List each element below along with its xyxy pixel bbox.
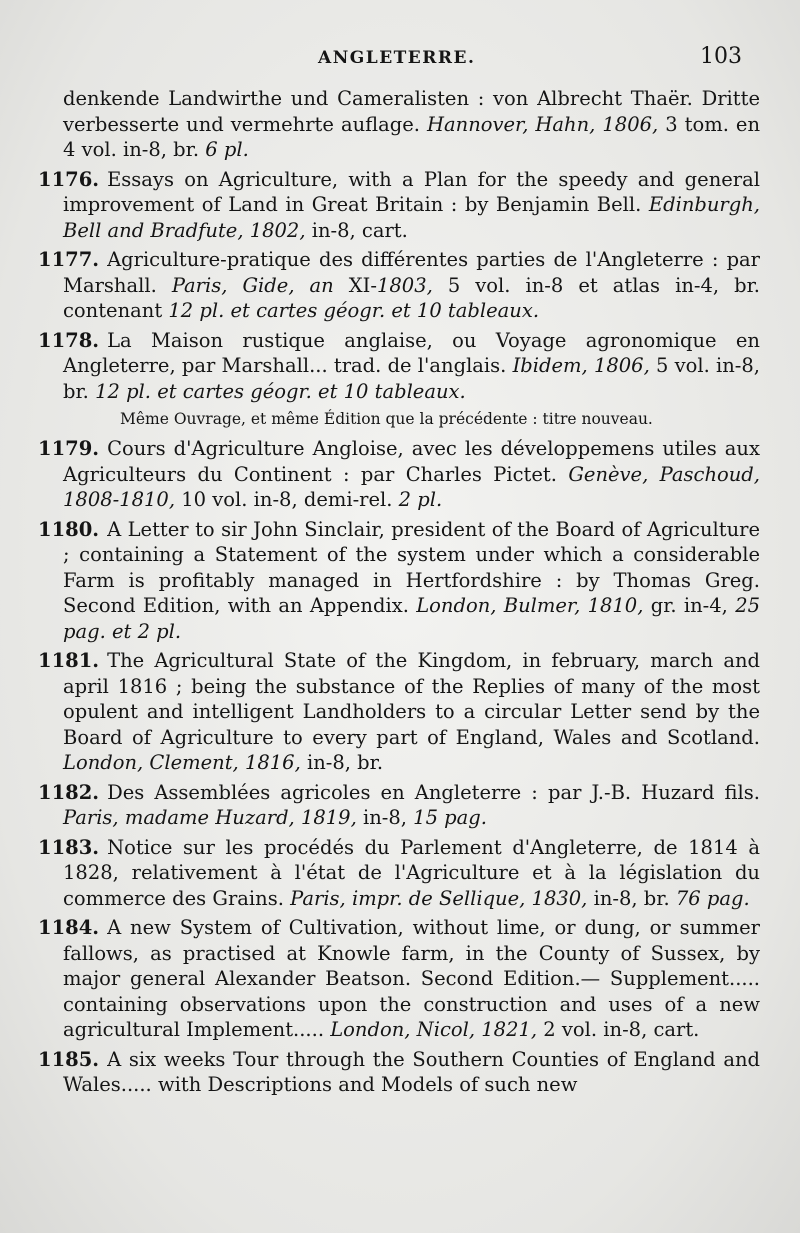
entry-imprint: Edinburgh, Bell and Bradfute, 1802,	[63, 193, 760, 242]
entry-number: 1180.	[38, 517, 100, 541]
entry-imprint: London, Bulmer, 1810,	[416, 594, 644, 617]
entry-text: Cours d'Agriculture Angloise, avec les développemens utiles aux Agriculteurs du Continent : par Charles Pictet.	[63, 437, 760, 486]
catalog-entry-1184	[38, 915, 760, 1043]
entry-imprint: Paris, impr. de Sellique, 1830,	[290, 886, 588, 910]
entry-text: Essays on Agriculture, with a Plan for the speedy and general improvement of Land in Great Britain : by Benjamin Bell.	[63, 167, 760, 216]
entry-text: in-8, br.	[300, 751, 384, 774]
catalog-entry-1182	[38, 780, 760, 831]
catalog-entry-1181	[38, 648, 760, 776]
entry-imprint: Paris, madame Huzard, 1819,	[63, 806, 357, 829]
entry-text: 3 tom. en 4 vol. in-8, br.	[63, 112, 761, 161]
entry-imprint: Ibidem, 1806,	[512, 354, 650, 377]
entry-text: denkende Landwirthe und Cameralisten : von Albrecht Thaër. Dritte verbesserte und vermehrte auflage.	[63, 87, 760, 136]
entry-text: Agriculture-pratique des différentes parties de l'Angleterre : par Marshall.	[63, 248, 760, 297]
entry-number: 1176.	[38, 167, 100, 191]
entry-imprint: 15 pag.	[413, 806, 487, 829]
entry-text: The Agricultural State of the Kingdom, in february, march and april 1816 ; being the substance of the Replies of many of the most opulent and intelligent Landholders to a circular Letter send by the Board of Agriculture to every part of England, Wales and Scotland.	[63, 649, 760, 749]
entry-imprint: London, Nicol, 1821,	[330, 1018, 538, 1041]
entry-number: 1178.	[38, 328, 100, 352]
catalog-entry-1179	[38, 436, 760, 513]
entry-imprint: 12 pl. et cartes géogr. et 10 tableaux.	[168, 299, 540, 322]
entry-imprint: 1803,	[376, 273, 433, 297]
entry-text: A six weeks Tour through the Southern Counties of England and Wales..... with Descriptions and Models of such new	[63, 1047, 760, 1096]
entry-number: 1182.	[38, 780, 100, 804]
catalog-entry-1176	[38, 167, 760, 244]
entry-imprint: Genève, Paschoud, 1808-1810,	[63, 462, 760, 511]
entry-text: Notice sur les procédés du Parlement d'Angleterre, de 1814 à 1828, relativement à l'état de l'Agriculture et à la législation du commerce des Grains.	[63, 835, 760, 910]
entry-imprint: 2 pl.	[398, 488, 443, 511]
entry-note: Même Ouvrage, et même Édition que la précédente : titre nouveau.	[120, 410, 653, 428]
entry-text: 10 vol. in-8, demi-rel.	[175, 488, 399, 511]
entry-number: 1181.	[38, 649, 100, 672]
entry-text: 5 vol. in-8 et atlas in-4, br. contenant	[63, 273, 760, 322]
entry-imprint: 12 pl. et cartes géogr. et 10 tableaux.	[95, 379, 466, 403]
entry-text: La Maison rustique anglaise, ou Voyage agronomique en Angleterre, par Marshall... trad. de l'anglais.	[63, 328, 760, 377]
catalog-entry-1177	[38, 247, 760, 324]
page-header	[0, 44, 800, 78]
entry-text: XI-	[333, 273, 377, 297]
entry-text: in-8, br.	[587, 886, 676, 910]
entry-text: A Letter to sir John Sinclair, president of the Board of Agriculture ; containing a Statement of the system under which a considerable Farm is profitably managed in Hertfordshire : by Thomas Greg. Second Edition, with an Appendix.	[63, 517, 760, 617]
entry-imprint: 25 pag. et 2 pl.	[63, 594, 761, 643]
entry-text: in-8, cart.	[305, 218, 408, 242]
entry-continuation	[38, 86, 760, 163]
entry-imprint: Paris, Gide, an	[171, 273, 334, 297]
entry-imprint: 6 pl.	[205, 138, 249, 161]
entry-text: 5 vol. in-8, br.	[63, 354, 760, 403]
catalog-entries	[38, 86, 760, 1102]
page-number: 103	[700, 44, 742, 69]
running-title: ANGLETERRE.	[318, 48, 476, 68]
entry-imprint: Hannover, Hahn, 1806,	[427, 112, 659, 136]
entry-text: in-8,	[356, 806, 414, 829]
entry-text: A new System of Cultivation, without lime, or dung, or summer fallows, as practised at Knowle farm, in the County of Sussex, by major general Alexander Beatson. Second Edition.— Supplement..... containing observations upon the construction and uses of a new agricultural Implement.....	[63, 916, 760, 1041]
catalog-entry-1183	[38, 835, 760, 912]
entry-number: 1177.	[38, 248, 100, 271]
entry-text: Des Assemblées agricoles en Angleterre : par J.-B. Huzard fils.	[107, 780, 760, 804]
catalog-entry-1185	[38, 1047, 760, 1098]
entry-number: 1185.	[38, 1047, 100, 1071]
entry-text: 2 vol. in-8, cart.	[537, 1018, 700, 1041]
catalog-entry-1180	[38, 517, 760, 645]
entry-number: 1183.	[38, 835, 100, 859]
entry-imprint: London, Clement, 1816,	[63, 751, 301, 774]
entry-number: 1179.	[38, 437, 100, 460]
entry-number: 1184.	[38, 916, 100, 939]
catalog-entry-1178	[38, 328, 760, 405]
entry-text: gr. in-4,	[643, 594, 736, 617]
entry-imprint: 76 pag.	[675, 886, 750, 910]
